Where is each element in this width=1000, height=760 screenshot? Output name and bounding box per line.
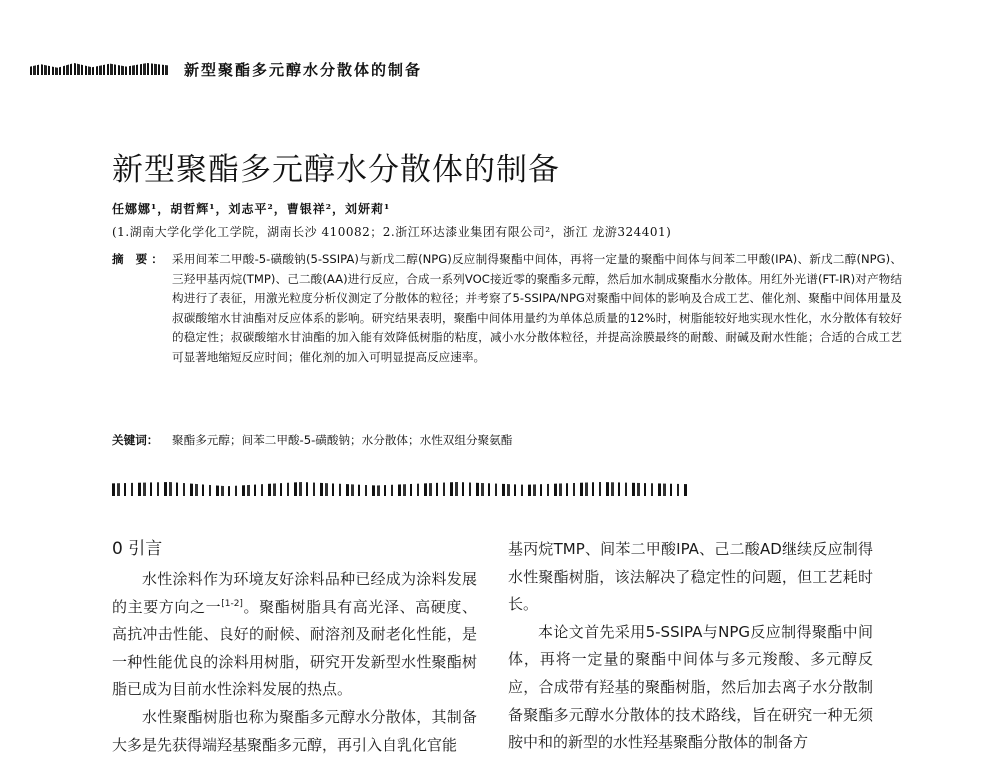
affiliation: (1.湖南大学化学化工学院，湖南长沙 410082；2.浙江环达漆业集团有限公司²，浙江 龙游324401) (112, 225, 672, 239)
paragraph-text: 水性涂料作为环境友好涂料品种已经成为涂料发展的主要方向之一 (112, 570, 477, 616)
classification-line-garbled (112, 482, 687, 496)
citation-ref: [1-2] (221, 598, 243, 609)
section-title: 0 引言 (112, 539, 163, 559)
abstract-text: 采用间苯二甲酸-5-磺酸钠(5-SSIPA)与新戊二醇(NPG)反应制得聚酯中间体，再将一定量的聚酯中间体与间苯二甲酸(IPA)、新戊二醇(NPG)、三羟甲基丙烷(TMP)、己二酸(AA)进行反应，合成一系列VOC接近零的聚酯多元醇，然后加水制成聚酯水分散体。用红外光谱(FT-IR)对产物结构进行了表征，用激光粒度分析仪测定了分散体的粒径；并考察了5-SSIPA/NPG对聚酯中间体的影响及合成工艺、催化剂、聚酯中间体用量及叔碳酸缩水甘油酯对反应体系的影响。研究结果表明，聚酯中间体用量约为单体总质量的12%时，树脂能较好地实现水性化，水分散体有较好的稳定性；叔碳酸缩水甘油酯的加入能有效降低树脂的粘度，减小水分散体粒径，并提高涂膜最终的耐酸、耐碱及耐水性能；合适的合成工艺可显著地缩短反应时间；催化剂的加入可明显提高反应速率。 (172, 252, 902, 364)
paragraph (112, 566, 477, 704)
body-left-column (112, 536, 477, 759)
paragraph: 本论文首先采用5-SSIPA与NPG反应制得聚酯中间体，再将一定量的聚酯中间体与多元羧酸、多元醇反应，合成带有羟基的聚酯树脂，然后加去离子水分散制备聚酯多元醇水分散体的技术路线，旨在研究一种无须胺中和的新型的水性羟基聚酯分散体的制备方 (508, 622, 873, 752)
paragraph-text: 。聚酯树脂具有高光泽、高硬度、高抗冲击性能、良好的耐候、耐溶剂及耐老化性能，是一种性能优良的涂料用树脂，研究开发新型水性聚酯树脂已成为目前水性涂料发展的热点。 (112, 597, 477, 699)
keywords-text: 聚酯多元醇；间苯二甲酸-5-磺酸钠；水分散体；水性双组分聚氨酯 (172, 433, 513, 447)
journal-logo-garbled (30, 63, 168, 75)
paragraph: 基丙烷TMP、间苯二甲酸IPA、己二酸AD继续反应制得水性聚酯树脂，该法解决了稳定性的问题，但工艺耗时长。 (508, 540, 873, 614)
body-right-column (508, 536, 873, 757)
running-header (30, 58, 422, 80)
running-title: 新型聚酯多元醇水分散体的制备 (184, 60, 423, 79)
paper-title: 新型聚酯多元醇水分散体的制备 (112, 152, 560, 188)
paragraph: 水性聚酯树脂也称为聚酯多元醇水分散体，其制备大多是先获得端羟基聚酯多元醇，再引入自乳化官能 (112, 707, 477, 754)
abstract-label: 摘 要： (112, 252, 167, 266)
authors: 任娜娜¹，胡哲辉¹，刘志平²，曹银祥²，刘妍莉¹ (112, 202, 391, 216)
keywords (112, 432, 902, 448)
abstract (112, 250, 902, 368)
keywords-label: 关键词： (112, 433, 159, 447)
